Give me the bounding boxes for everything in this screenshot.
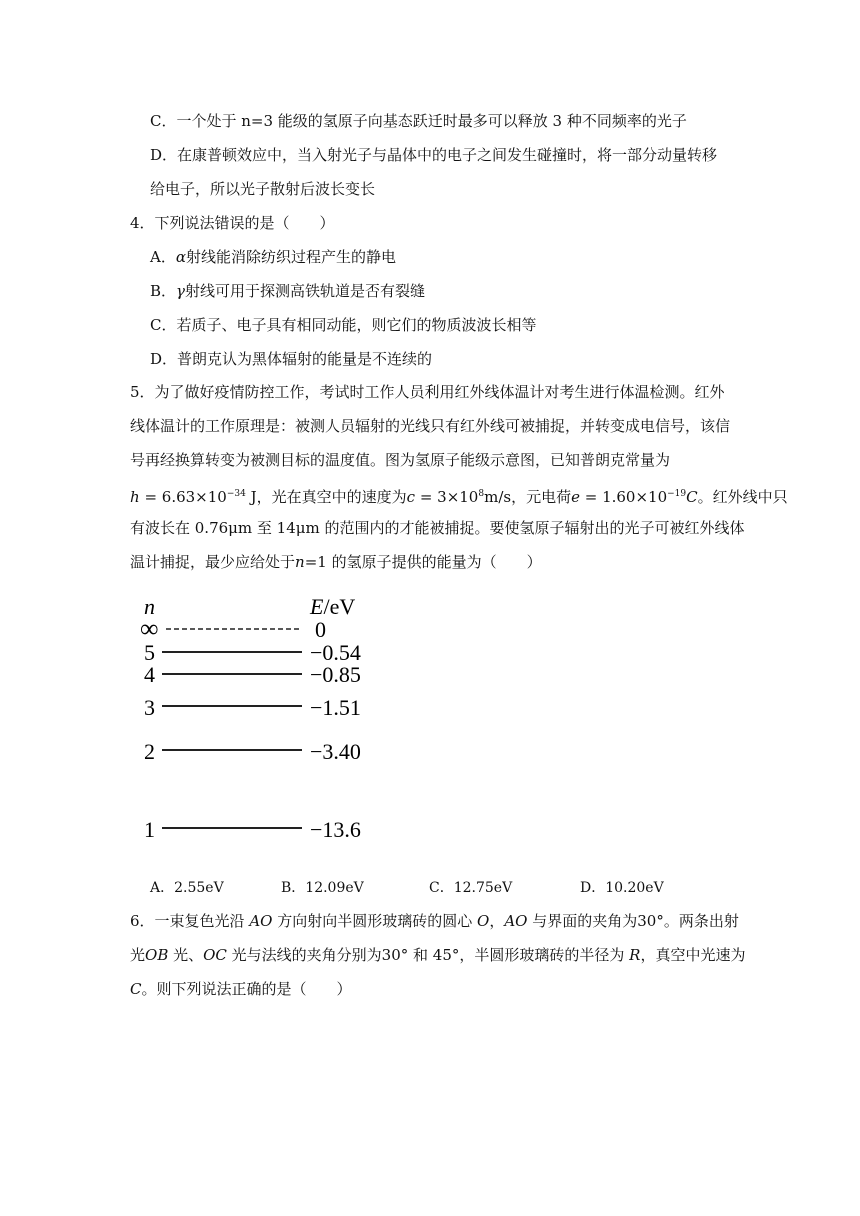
level-3-n: 3 bbox=[144, 695, 155, 720]
q4-stem: 4．下列说法错误的是（ ） bbox=[130, 214, 335, 232]
level-inf bbox=[140, 614, 326, 643]
q3-option-d-line1: D．在康普顿效应中，当入射光子与晶体中的电子之间发生碰撞时，将一部分动量转移 bbox=[150, 146, 718, 164]
q5-stem-line4: $h = 6.63\times 10^{-34}$ J，光在真空中的速度为$c = 3\times 10^8m/s$，元电荷$e = 1.60\times 10^{-19}C$。红外线中只 bbox=[130, 488, 788, 506]
col-e-label: E/eV bbox=[310, 594, 356, 619]
q3-option-d-line2: 给电子，所以光子散射后波长变长 bbox=[150, 180, 376, 198]
level-inf-e: 0 bbox=[315, 617, 326, 642]
level-1-n: 1 bbox=[144, 817, 155, 842]
q4-option-a: A．α射线能消除纺织过程产生的静电 bbox=[150, 248, 396, 266]
level-inf-n: ∞ bbox=[140, 614, 159, 643]
q5-stem-line6: 温计捕捉，最少应给处于n=1 的氢原子提供的能量为（ ） bbox=[130, 553, 542, 571]
level-3-e: −1.51 bbox=[310, 695, 361, 720]
level-4 bbox=[144, 662, 361, 687]
col-n-label: n bbox=[144, 594, 155, 619]
q6-stem-line3: C。则下列说法正确的是（ ） bbox=[130, 980, 352, 998]
q5-choice-c: C．12.75eV bbox=[429, 880, 513, 896]
energy-level-diagram bbox=[130, 588, 410, 858]
level-1 bbox=[144, 817, 361, 842]
level-4-n: 4 bbox=[144, 662, 155, 687]
level-2 bbox=[144, 739, 361, 764]
q5-choice-b: B．12.09eV bbox=[281, 880, 364, 896]
q4-option-b: B．γ射线可用于探测高铁轨道是否有裂缝 bbox=[150, 282, 426, 300]
q5-stem-line5: 有波长在 0.76μm 至 14μm 的范围内的才能被捕捉。要使氢原子辐射出的光子可被红外线体 bbox=[130, 519, 745, 537]
q5-choice-a: A．2.55eV bbox=[150, 880, 224, 896]
q4-option-d: D．普朗克认为黑体辐射的能量是不连续的 bbox=[150, 350, 433, 368]
q5-choice-d: D．10.20eV bbox=[580, 880, 664, 896]
level-2-e: −3.40 bbox=[310, 739, 361, 764]
q5-stem-line2: 线体温计的工作原理是：被测人员辐射的光线只有红外线可被捕捉，并转变成电信号，该信 bbox=[130, 417, 731, 435]
level-4-e: −0.85 bbox=[310, 662, 361, 687]
q6-stem-line1: 6．一束复色光沿 AO 方向射向半圆形玻璃砖的圆心 O，AO 与界面的夹角为30°。两条出射 bbox=[130, 912, 739, 930]
level-5-n: 5 bbox=[144, 640, 155, 665]
level-1-e: −13.6 bbox=[310, 817, 361, 842]
q5-stem-line1: 5．为了做好疫情防控工作，考试时工作人员利用红外线体温计对考生进行体温检测。红外 bbox=[130, 383, 725, 401]
level-2-n: 2 bbox=[144, 739, 155, 764]
q5-stem-line3: 号再经换算转变为被测目标的温度值。图为氢原子能级示意图，已知普朗克常量为 bbox=[130, 451, 671, 469]
level-3 bbox=[144, 695, 361, 720]
level-5-e: −0.54 bbox=[310, 640, 361, 665]
q6-stem-line2: 光OB 光、OC 光与法线的夹角分别为30° 和 45°，半圆形玻璃砖的半径为 R，真空中光速为 bbox=[130, 946, 746, 964]
q3-option-c: C．一个处于 n=3 能级的氢原子向基态跃迁时最多可以释放 3 种不同频率的光子 bbox=[150, 112, 687, 130]
q4-option-c: C．若质子、电子具有相同动能，则它们的物质波波长相等 bbox=[150, 316, 537, 334]
